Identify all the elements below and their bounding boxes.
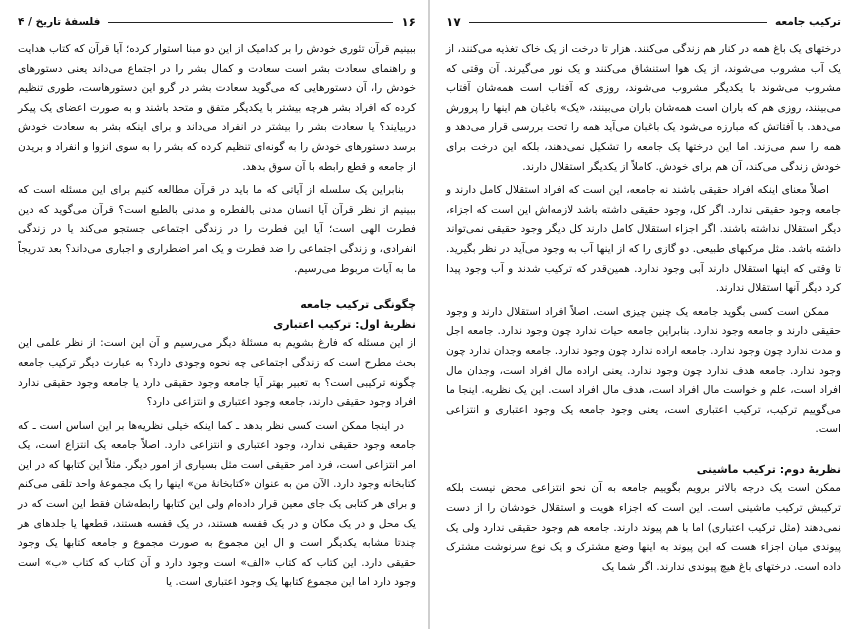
- paragraph: از این مسئله که فارغ بشویم به مسئلهٔ دیگر می‌رسیم و آن این است: از نظر علمی این بحث مطرح است که زندگی اجتماعی چه نحوه وجودی دارد؟ به عبارت دیگر ترکیب جامعه چگونه ترکیبی است؟ به تعبیر بهتر آیا جامعه وجود حقیقی دارد یا جامعه وجود حقیقی ندارد افراد وجود حقیقی دارند، جامعه وجود اعتباری و انتزاعی دارد؟: [18, 337, 416, 409]
- running-title: ترکیب جامعه: [775, 16, 841, 28]
- section-gap: [446, 444, 841, 460]
- paragraph: بنابراین یک سلسله از آیاتی که ما باید در قرآن مطالعه کنیم برای این مسئله است که ببینیم از نظر قرآن آیا انسان مدنی بالفطره و مدنی بالطبع است؟ قرآن می‌گوید که دین فطرت الهی است؛ آیا این فطرت را در زندگی اجتماعی جستجو می‌کند یا در زندگی انفرادی، و زندگی اجتماعی را ضد فطرت و یک امر اضطراری و اجباری می‌داند؟ بعد تدریجاً ما به آیات مربوط می‌رسیم.: [18, 184, 416, 275]
- paragraph: ممکن است کسی بگوید جامعه یک چنین چیزی است. اصلاً افراد استقلال دارند و وجود حقیقی دارند و جامعه وجود ندارد. بنابراین جامعه حیات ندارد چون وجود ندارد. جامعه اجل و مدت ندارد چون وجود ندارد. جامعه اراده ندارد چون وجود ندارد. جامعه وجدان ندارد چون وجود ندارد. جامعه هدف ندارد چون وجود ندارد. یعنی اراده مال افراد است، وجدان مال افراد است، علم و خواست مال افراد است، هدف مال افراد است. این یک نظریه. اینجا ما می‌گوییم ترکیب، ترکیب اعتباری است، یعنی وجود جامعه یک وجود اعتباری و انتزاعی است.: [446, 305, 841, 436]
- paragraph: درختهای یک باغ همه در کنار هم زندگی می‌کنند. هزار تا درخت از یک خاک تغذیه می‌کنند، از یک آب مشروب می‌شوند، از یک هوا استنشاق می‌کنند و یک نور می‌گیرند. آن وقتی که مشروب می‌شوند با یکدیگر مشروب می‌شوند، روزی که آفتاب است همه‌شان آفتاب می‌بینند، روزی هم که باران است همه‌شان باران می‌بینند، «یک» باغبان هم اینها را پرورش می‌دهد. با آفتاتش که مبارزه می‌شود یک باغبان می‌آید همه را تحت بررسی قرار می‌دهد و همه را سم می‌زند. اما این درختها یک جامعه را تشکیل نمی‌دهند، بلکه این درخت برای خودش زندگی می‌کند، آن هم برای خودش. کاملاً از یکدیگر استقلال دارند.: [446, 43, 841, 173]
- right-page-header: [446, 14, 841, 30]
- right-page-body: [446, 40, 841, 577]
- paragraph: در اینجا ممکن است کسی نظر بدهد ـ کما اینکه خیلی نظریه‌ها بر این اساس است ـ که جامعه وجود حقیقی ندارد، وجود اعتباری و انتزاعی دارد. اصلاً جامعه یک انتزاع است، یک امر انتزاعی است، فرد امر حقیقی است مثل بسیاری از امور دیگر. مثلاً این کتابها که در این کتابخانه وجود دارد. الآن من به عنوان «کتابخانهٔ من» اینها را یک مجموعهٔ واحد تلقی می‌کنم و برای هر کتابی یک جای معین قرار داده‌ام ولی این کتابها رابطه‌شان فقط این است که در یک محل و در یک مکان و در یک قفسه هستند، در یک قفسه هستند، قطعها یا جلدهای هر چندتا مشابه یکدیگر است و ال این مجموع به صورت مجموع و جامعه کتابها یک وجود حقیقی دارد. این کتاب که کتاب «الف» است وجود دارد و آن کتاب که کتاب «ب» است وجود دارد اما این مجموع کتابها یک وجود اعتباری است. یا: [18, 419, 416, 589]
- right-page: [430, 0, 859, 629]
- paragraph: اصلاً معنای اینکه افراد حقیقی باشند نه جامعه، این است که افراد استقلال کامل دارند و جامعه وجود حقیقی ندارد. اگر کل، وجود حقیقی داشته باشد لازمه‌اش این است که اجزاء، دیگر استقلال نداشته باشند. اگر اجزاء استقلال کامل دارند کل دیگر وجود حقیقی نمی‌تواند داشته باشد. مثل مرکبهای طبیعی. دو گازی را که از اینها آب به وجود می‌آید در نظر بگیرید. تا وقتی که اینها استقلال دارند آبی وجود ندارد. همین‌قدر که ترکیب شدند و آب وجود پیدا کرد دیگر آنها استقلال ندارند.: [446, 184, 841, 295]
- paragraph: ببینیم قرآن تئوری خودش را بر کدامیک از این دو مبنا استوار کرده؛ آیا قرآن که کتاب هدایت و راهنمای سعادت بشر است سعادت و کمال بشر را در اجتماع می‌داند یعنی دستورهای خودش را، آن دستورهایی که می‌گوید سعادت بشر در گرو این دستورهاست، طوری تنظیم کرده که افراد بشر هرچه بیشتر با یکدیگر متفق و متحد باشند و به صورت اعضای یک پیکر دربیایند؟ یا سعادت بشر را بیشتر در انفراد می‌داند و برای اینکه بشر به سعادت خودش برسد دستورهای خودش را به گونه‌ای تنظیم کرده که بشر را به سوی انزوا و انفراد و بریدن از جامعه و قطع رابطه با آن سوق بدهد.: [18, 43, 416, 173]
- subsection-title: نظریهٔ دوم: ترکیب ماشینی: [696, 462, 841, 476]
- section-title: چگونگی ترکیب جامعه: [300, 298, 416, 312]
- paragraph: ممکن است یک درجه بالاتر برویم بگوییم جامعه به آن نحو انتزاعی محض نیست بلکه ترکیبش ترکیب ماشینی است. این است که اجزاء هویت و استقلال خودشان را از دست نمی‌دهند (مثل ترکیب اعتباری) اما با هم پیوند دارند. جامعه هم وجود حقیقی ندارد ولی یک پیوندی میان اجزاء هست که این پیوند به اینها وضع مشترک و یک نوع سرنوشت مشترک داده است. درختهای باغ هیچ پیوندی ندارند. اگر شما یک: [446, 482, 841, 573]
- running-title: فلسفهٔ تاریخ / ۴: [18, 16, 101, 28]
- left-page-header: [18, 14, 416, 30]
- page-number: ۱۶: [401, 15, 416, 29]
- left-page-body: [18, 40, 416, 593]
- page-number: ۱۷: [446, 15, 461, 29]
- subsection-title: نظریهٔ اول: ترکیب اعتباری: [273, 317, 416, 331]
- header-rule: [108, 22, 393, 23]
- header-rule: [469, 22, 767, 23]
